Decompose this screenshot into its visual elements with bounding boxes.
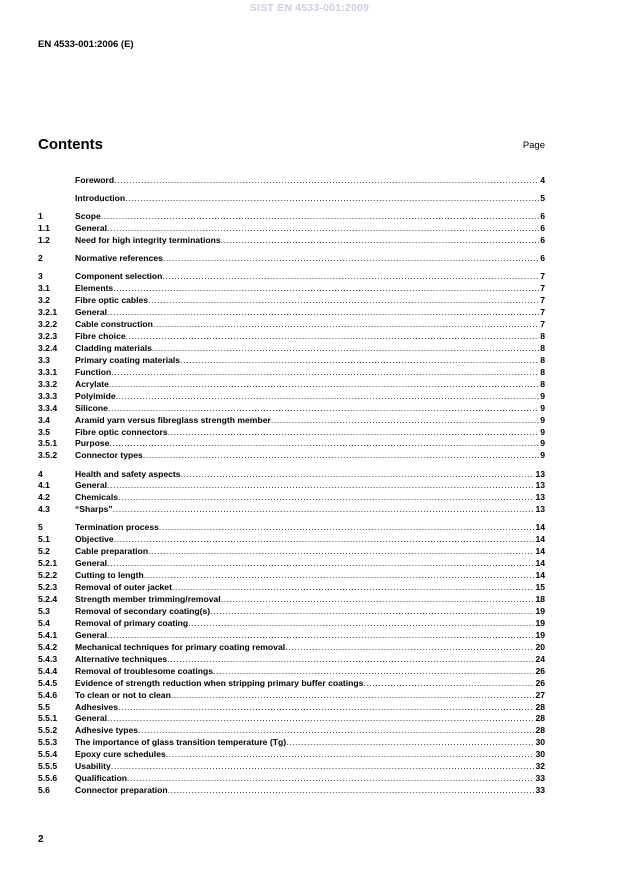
toc-entry[interactable]	[38, 759, 545, 771]
toc-entry-page: 8	[540, 378, 545, 389]
toc-entry-number: 5.2.2	[38, 570, 58, 581]
toc-entry-page: 33	[535, 773, 545, 784]
toc-entry-page: 15	[535, 582, 545, 593]
toc-entry-number: 4.3	[38, 504, 50, 515]
toc-entry-title: Evidence of strength reduction when stripping primary buffer coatings	[75, 677, 364, 688]
dot-leader	[172, 582, 534, 592]
toc-entry-number: 5.6	[38, 785, 50, 796]
toc-entry-number: 4.1	[38, 480, 50, 491]
toc-entry[interactable]	[38, 652, 545, 664]
toc-entry-title: Need for high integrity terminations	[75, 235, 221, 246]
toc-entry-number: 5.5	[38, 701, 50, 712]
toc-entry[interactable]	[38, 616, 545, 628]
toc-entry-page: 7	[540, 307, 545, 318]
toc-entry-page: 6	[540, 223, 545, 234]
toc-entry[interactable]	[38, 723, 545, 735]
toc-entry[interactable]	[38, 532, 545, 544]
toc-entry-page: 8	[540, 331, 545, 341]
toc-entry[interactable]	[38, 353, 545, 365]
toc-entry-title: Removal of secondary coating(s)	[75, 606, 211, 616]
toc-entry[interactable]	[38, 293, 545, 305]
toc-entry-page: 33	[535, 785, 545, 796]
toc-entry-title: Function	[75, 366, 112, 377]
toc-entry-number: 5.2.3	[38, 582, 58, 593]
toc-entry[interactable]	[38, 448, 545, 460]
toc-entry-number: 5.5.6	[38, 773, 58, 784]
toc-entry[interactable]	[38, 221, 545, 233]
toc-entry-page: 9	[540, 438, 545, 449]
dot-leader	[107, 630, 534, 640]
toc-entry-number: 1.1	[38, 223, 50, 234]
toc-entry-page: 9	[540, 390, 545, 401]
toc-entry-title: Fibre optic cables	[75, 295, 149, 306]
toc-entry-title: Objective	[75, 534, 114, 545]
toc-entry-title: The importance of glass transition temperature (Tg)	[75, 737, 287, 748]
toc-entry-title: Adhesive types	[75, 725, 139, 736]
dot-leader	[144, 570, 535, 580]
dot-leader	[108, 403, 539, 413]
dot-leader	[109, 438, 539, 448]
toc-entry-title: General	[75, 713, 108, 724]
toc-entry-title: Fibre optic connectors	[75, 426, 168, 437]
toc-entry-page: 7	[540, 271, 545, 282]
dot-leader	[114, 175, 539, 185]
dot-leader	[363, 678, 534, 688]
toc-entry-title: Normative references	[75, 253, 163, 264]
dot-leader	[116, 391, 540, 401]
toc-entry[interactable]	[38, 365, 545, 377]
toc-entry-number: 3.3.1	[38, 366, 58, 377]
dot-leader	[180, 355, 539, 365]
toc-entry-page: 14	[535, 570, 545, 581]
toc-entry[interactable]	[38, 479, 545, 491]
toc-entry-title: Fibre choice	[75, 331, 126, 341]
toc-entry-number: 5.2.4	[38, 594, 58, 605]
toc-entry-page: 13	[535, 468, 545, 479]
dot-leader	[114, 534, 535, 544]
toc-entry-title: General	[75, 307, 108, 318]
toc-entry-page: 13	[535, 492, 545, 503]
toc-entry-title: Foreword	[75, 174, 115, 185]
dot-leader	[159, 522, 535, 532]
toc-entry[interactable]	[38, 467, 545, 479]
toc-entry[interactable]	[38, 783, 545, 795]
dot-leader	[111, 367, 539, 377]
toc-entry-title: Termination process	[75, 522, 159, 533]
toc-entry-page: 30	[535, 737, 545, 748]
toc-entry-number: 3.2.3	[38, 331, 58, 341]
page-number: 2	[38, 834, 44, 845]
toc-entry-page: 27	[535, 689, 545, 700]
dot-leader	[163, 253, 539, 263]
dot-leader	[143, 450, 539, 460]
toc-entry[interactable]	[38, 329, 545, 341]
toc-entry[interactable]	[38, 604, 545, 616]
toc-entry-number: 4	[38, 468, 43, 479]
toc-entry[interactable]	[38, 389, 545, 401]
toc-group	[38, 269, 545, 460]
toc-entry-title: Health and safety aspects	[75, 468, 181, 479]
toc-entry-number: 3.3.4	[38, 402, 58, 413]
toc-entry-page: 7	[540, 319, 545, 330]
toc-entry-number: 3.3.2	[38, 378, 58, 389]
toc-entry-number: 1.2	[38, 235, 50, 246]
toc-entry-page: 8	[540, 366, 545, 377]
watermark-text: SIST EN 4533-001:2009	[249, 2, 370, 14]
dot-leader	[125, 193, 539, 203]
toc-entry-page: 14	[535, 534, 545, 545]
toc-entry-number: 5.4	[38, 617, 50, 628]
toc-entry-number: 3.2.1	[38, 307, 58, 318]
dot-leader	[107, 480, 534, 490]
toc-entry-page: 9	[540, 450, 545, 461]
toc-entry-title: Connector types	[75, 450, 143, 461]
toc-entry[interactable]	[38, 700, 545, 712]
toc-entry[interactable]	[38, 233, 545, 245]
dot-leader	[221, 235, 540, 245]
toc-entry-title: Acrylate	[75, 378, 109, 389]
dot-leader	[210, 606, 534, 616]
toc-entry-page: 20	[535, 641, 545, 652]
dot-leader	[285, 642, 534, 652]
toc-entry-number: 4.2	[38, 492, 50, 503]
toc-entry[interactable]	[38, 341, 545, 353]
toc-entry[interactable]	[38, 556, 545, 568]
table-of-contents	[38, 173, 545, 801]
dot-leader	[168, 785, 535, 795]
dot-leader	[126, 331, 540, 341]
dot-leader	[286, 737, 534, 747]
toc-entry-title: Connector preparation	[75, 785, 168, 796]
toc-entry[interactable]	[38, 437, 545, 449]
toc-entry[interactable]	[38, 735, 545, 747]
dot-leader	[148, 546, 534, 556]
toc-entry-number: 5.4.3	[38, 653, 58, 664]
toc-entry[interactable]	[38, 401, 545, 413]
toc-entry-title: General	[75, 480, 108, 491]
toc-entry-page: 14	[535, 558, 545, 569]
toc-entry-page: 19	[535, 617, 545, 628]
toc-entry-title: Removal of primary coating	[75, 617, 189, 628]
toc-entry-title: Cable preparation	[75, 546, 149, 557]
dot-leader	[109, 379, 539, 389]
toc-entry-page: 30	[535, 749, 545, 760]
dot-leader	[127, 773, 534, 783]
toc-entry-title: Aramid yarn versus fibreglass strength member	[75, 414, 271, 425]
toc-entry-number: 3.2.2	[38, 319, 58, 330]
toc-entry-title: “Sharps”	[75, 504, 113, 515]
toc-entry-title: Purpose	[75, 438, 110, 449]
dot-leader	[166, 749, 535, 759]
dot-leader	[271, 415, 539, 425]
toc-entry-title: Strength member trimming/removal	[75, 594, 221, 605]
toc-entry-title: General	[75, 558, 108, 569]
toc-entry-title: Removal of troublesome coatings	[75, 665, 214, 676]
toc-entry[interactable]	[38, 490, 545, 502]
toc-entry-number: 2	[38, 253, 43, 264]
toc-entry[interactable]	[38, 771, 545, 783]
toc-entry-number: 5.2.1	[38, 558, 58, 569]
toc-entry-page: 6	[540, 211, 545, 222]
toc-group	[38, 173, 545, 185]
toc-entry-number: 5.4.5	[38, 677, 58, 688]
toc-entry-title: Primary coating materials	[75, 354, 181, 365]
toc-entry[interactable]	[38, 747, 545, 759]
dot-leader	[113, 283, 539, 293]
toc-entry-page: 19	[535, 606, 545, 616]
toc-entry-number: 3	[38, 271, 43, 282]
toc-entry-page: 14	[535, 546, 545, 557]
toc-entry-page: 8	[540, 354, 545, 365]
toc-entry[interactable]	[38, 317, 545, 329]
dot-leader	[167, 654, 534, 664]
toc-entry-title: To clean or not to clean	[75, 689, 171, 700]
toc-entry[interactable]	[38, 502, 545, 514]
dot-leader	[107, 307, 539, 317]
dot-leader	[162, 271, 539, 281]
toc-entry[interactable]	[38, 269, 545, 281]
toc-entry-page: 26	[535, 665, 545, 676]
toc-entry[interactable]	[38, 568, 545, 580]
toc-entry-page: 19	[535, 629, 545, 640]
toc-entry[interactable]	[38, 281, 545, 293]
toc-entry[interactable]	[38, 251, 545, 263]
toc-entry[interactable]	[38, 592, 545, 604]
toc-entry-number: 3.5.1	[38, 438, 58, 449]
dot-leader	[111, 761, 535, 771]
toc-entry[interactable]	[38, 628, 545, 640]
toc-entry-number: 3.3.3	[38, 390, 58, 401]
toc-entry[interactable]	[38, 425, 545, 437]
toc-entry-page: 26	[535, 677, 545, 688]
dot-leader	[171, 690, 535, 700]
toc-entry-page: 18	[535, 594, 545, 605]
toc-entry[interactable]	[38, 191, 545, 203]
toc-entry-page: 6	[540, 253, 545, 264]
toc-group	[38, 209, 545, 245]
dot-leader	[153, 319, 539, 329]
dot-leader	[221, 594, 535, 604]
toc-entry-title: Chemicals	[75, 492, 118, 503]
toc-entry[interactable]	[38, 173, 545, 185]
page-column-label: Page	[522, 140, 545, 151]
toc-entry-page: 5	[540, 193, 545, 204]
toc-entry-title: Polyimide	[75, 390, 116, 401]
dot-leader	[118, 492, 534, 502]
toc-entry-number: 5.4.6	[38, 689, 58, 700]
toc-entry-title: Removal of outer jacket	[75, 582, 172, 593]
toc-entry-title: Component selection	[75, 271, 163, 282]
toc-entry[interactable]	[38, 209, 545, 221]
toc-entry-page: 7	[540, 283, 545, 294]
toc-entry-number: 3.5.2	[38, 450, 58, 461]
toc-entry-number: 3.4	[38, 414, 50, 425]
toc-entry-title: Cladding materials	[75, 342, 152, 353]
toc-entry-page: 28	[535, 713, 545, 724]
dot-leader	[113, 504, 535, 514]
toc-entry-title: Silicone	[75, 402, 108, 413]
toc-entry-number: 3.2	[38, 295, 50, 306]
dot-leader	[213, 666, 534, 676]
toc-group	[38, 191, 545, 203]
toc-entry-number: 5.5.2	[38, 725, 58, 736]
dot-leader	[188, 618, 534, 628]
dot-leader	[138, 725, 534, 735]
toc-entry-title: Scope	[75, 211, 101, 222]
toc-entry-title: General	[75, 629, 108, 640]
toc-entry-number: 5.4.1	[38, 629, 58, 640]
toc-group	[38, 251, 545, 263]
toc-entry[interactable]	[38, 544, 545, 556]
dot-leader	[152, 343, 539, 353]
toc-entry-number: 5.1	[38, 534, 50, 545]
toc-entry[interactable]	[38, 413, 545, 425]
toc-entry[interactable]	[38, 664, 545, 676]
toc-entry-title: Mechanical techniques for primary coating removal	[75, 641, 286, 652]
toc-entry-number: 5.5.3	[38, 737, 58, 748]
toc-entry-title: Introduction	[75, 193, 126, 204]
toc-group	[38, 467, 545, 515]
toc-entry-page: 24	[535, 653, 545, 664]
toc-entry[interactable]	[38, 688, 545, 700]
dot-leader	[107, 713, 534, 723]
toc-entry-title: Cable construction	[75, 319, 153, 330]
toc-entry-number: 5.3	[38, 606, 50, 616]
toc-entry-number: 5.5.4	[38, 749, 58, 760]
toc-entry-title: General	[75, 223, 108, 234]
toc-entry-page: 8	[540, 342, 545, 353]
toc-entry[interactable]	[38, 676, 545, 688]
toc-entry-number: 5	[38, 522, 43, 533]
toc-entry[interactable]	[38, 640, 545, 652]
toc-entry-number: 5.5.1	[38, 713, 58, 724]
dot-leader	[148, 295, 539, 305]
toc-entry-page: 14	[535, 522, 545, 533]
toc-entry[interactable]	[38, 377, 545, 389]
toc-entry-number: 3.1	[38, 283, 50, 294]
toc-entry-page: 7	[540, 295, 545, 306]
toc-group	[38, 521, 545, 796]
toc-entry-number: 3.3	[38, 354, 50, 365]
toc-entry-page: 28	[535, 701, 545, 712]
toc-entry-page: 4	[540, 174, 545, 185]
toc-entry-title: Qualification	[75, 773, 128, 784]
toc-entry-page: 9	[540, 414, 545, 425]
toc-entry-number: 3.5	[38, 426, 50, 437]
toc-entry-page: 9	[540, 426, 545, 437]
toc-entry-page: 6	[540, 235, 545, 246]
toc-entry-number: 5.4.4	[38, 665, 58, 676]
dot-leader	[101, 211, 539, 221]
toc-entry-page: 9	[540, 402, 545, 413]
toc-entry-title: Elements	[75, 283, 114, 294]
document-reference: EN 4533-001:2006 (E)	[38, 39, 134, 50]
toc-entry-number: 1	[38, 211, 43, 222]
toc-entry-title: Epoxy cure schedules	[75, 749, 166, 760]
dot-leader	[181, 469, 535, 479]
dot-leader	[107, 558, 534, 568]
toc-entry[interactable]	[38, 580, 545, 592]
toc-entry[interactable]	[38, 712, 545, 724]
dot-leader	[107, 223, 539, 233]
toc-entry-title: Cutting to length	[75, 570, 144, 581]
toc-entry-number: 5.5.5	[38, 761, 58, 772]
toc-entry-title: Alternative techniques	[75, 653, 168, 664]
toc-entry[interactable]	[38, 305, 545, 317]
toc-entry-number: 5.4.2	[38, 641, 58, 652]
toc-entry-number: 5.2	[38, 546, 50, 557]
dot-leader	[118, 702, 534, 712]
toc-entry-page: 32	[535, 761, 545, 772]
toc-entry-page: 13	[535, 504, 545, 515]
toc-entry-title: Adhesives	[75, 701, 118, 712]
dot-leader	[168, 427, 540, 437]
toc-entry[interactable]	[38, 521, 545, 533]
toc-entry-title: Usability	[75, 761, 111, 772]
toc-entry-number: 3.2.4	[38, 342, 58, 353]
toc-entry-page: 28	[535, 725, 545, 736]
toc-entry-page: 13	[535, 480, 545, 491]
page-title: Contents	[38, 136, 103, 153]
